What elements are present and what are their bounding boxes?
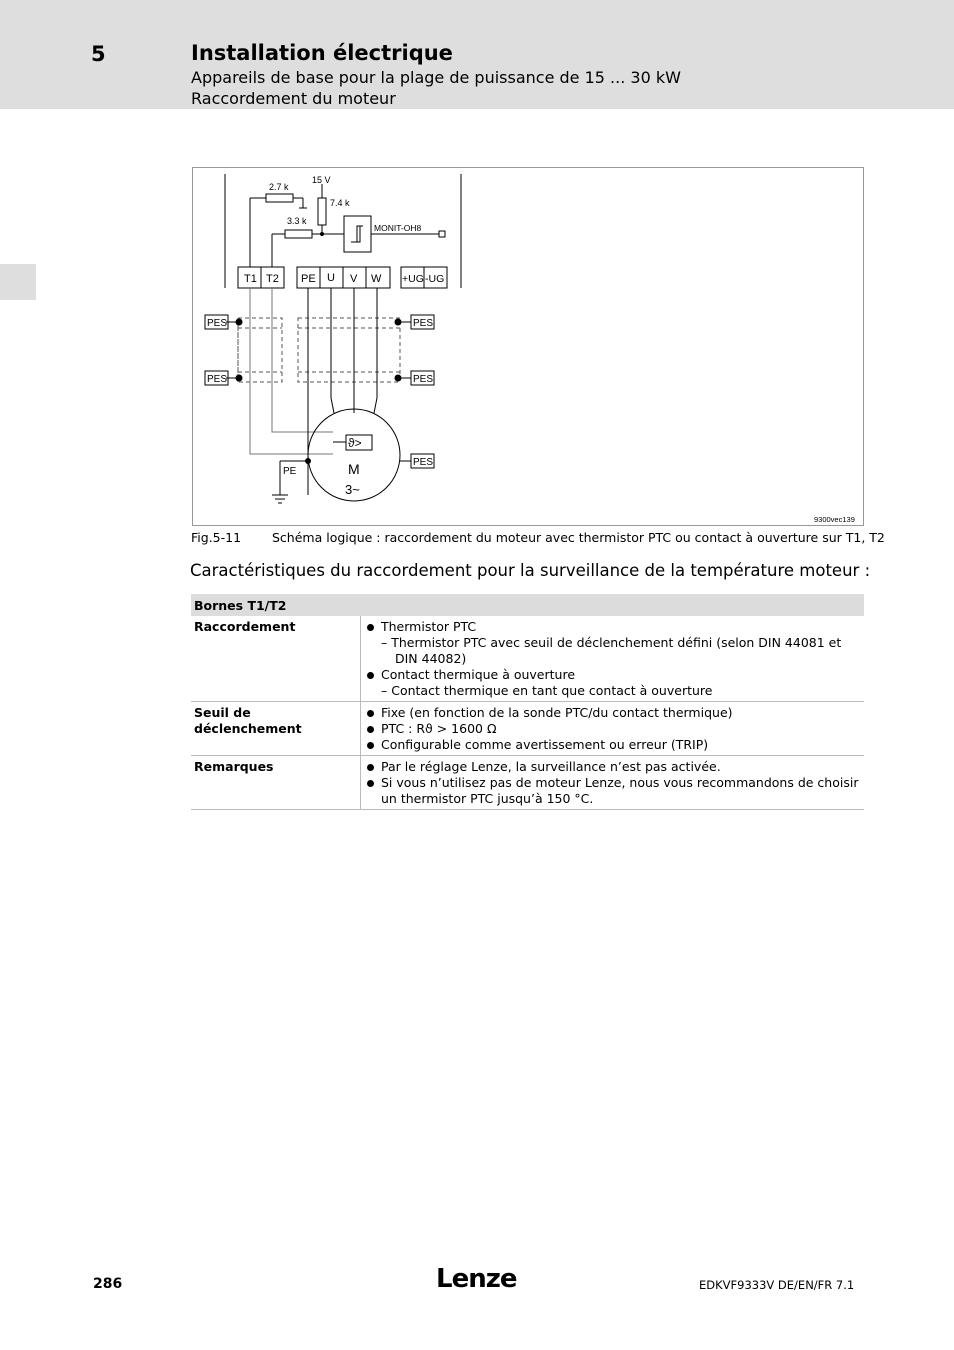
terminal-ug-plus: +UG: [402, 273, 424, 285]
label-monit-oh8: MONIT-OH8: [374, 223, 422, 233]
row-label: Remarques: [191, 756, 361, 810]
table-row: [191, 756, 864, 810]
sub-item-continuation: DIN 44082): [395, 651, 467, 666]
pes-clamp-dot: [236, 319, 243, 326]
pe-junction-dot: [305, 458, 311, 464]
terminal-u: U: [327, 272, 335, 284]
figure-caption-text: Schéma logique : raccordement du moteur avec thermistor PTC ou contact à ouverture sur T1, T2: [272, 530, 885, 545]
chapter-side-tab: [0, 264, 36, 300]
monit-oh8-output: [439, 231, 445, 237]
label-2-7k: 2.7 k: [269, 182, 289, 192]
pes-label: PES: [413, 374, 434, 385]
page-number: 286: [93, 1276, 123, 1292]
terminal-w: W: [371, 273, 382, 285]
junction-dot: [320, 232, 324, 236]
terminal-v: V: [350, 273, 358, 285]
motor-phase-label: 3~: [345, 482, 360, 497]
row-content: [361, 756, 865, 810]
terminal-t1: T1: [244, 273, 257, 285]
sub-item: – Contact thermique en tant que contact à ouverture: [381, 683, 713, 698]
pes-label: PES: [413, 457, 434, 468]
section-heading: Caractéristiques du raccordement pour la surveillance de la température moteur :: [190, 561, 871, 580]
bullet-item: Fixe (en fonction de la sonde PTC/du contact thermique): [365, 705, 861, 721]
spec-table: [191, 594, 864, 810]
row-label: Seuil de déclenchement: [191, 702, 361, 756]
subsection-subtitle: Raccordement du moteur: [191, 89, 396, 108]
terminal-t2: T2: [266, 273, 279, 285]
bullet-item: Thermistor PTC: [365, 619, 861, 635]
row-content: [361, 616, 865, 702]
label-3-3k: 3.3 k: [287, 216, 307, 226]
bullet-item: PTC : Rϑ > 1600 Ω: [365, 721, 861, 737]
pes-label: PES: [207, 318, 228, 329]
chapter-number: 5: [91, 42, 106, 66]
motor-m-label: M: [348, 461, 360, 477]
chapter-title: Installation électrique: [191, 41, 453, 65]
bullet-item: Configurable comme avertissement ou erreur (TRIP): [365, 737, 861, 753]
pes-clamp-dot: [395, 375, 402, 382]
terminal-pe: PE: [301, 273, 316, 285]
row-label: Raccordement: [191, 616, 361, 702]
bullet-item: Contact thermique à ouverture: [365, 667, 861, 683]
page-header: [0, 0, 954, 109]
figure-id: 9300vec139: [814, 515, 855, 524]
pes-clamp-dot: [395, 319, 402, 326]
table-header: Bornes T1/T2: [191, 594, 864, 616]
pes-label: PES: [413, 318, 434, 329]
wiring-diagram-svg: [193, 168, 865, 527]
resistor-3-3k: [285, 230, 312, 238]
figure-caption-number: Fig.5-11: [191, 530, 242, 545]
sub-item: – Thermistor PTC avec seuil de déclenchement défini (selon DIN 44081 et: [381, 635, 842, 650]
row-content: [361, 702, 865, 756]
table-header-row: [191, 594, 864, 616]
terminal-ug-minus: -UG: [425, 273, 445, 285]
bullet-item: Si vous n’utilisez pas de moteur Lenze, nous vous recommandons de choisir un thermistor PTC jusqu’à 150 °C.: [365, 775, 861, 807]
wiring-diagram: [192, 167, 864, 526]
pes-clamp-dot: [236, 375, 243, 382]
table-row: [191, 702, 864, 756]
bullet-item: Par le réglage Lenze, la surveillance n’est pas activée.: [365, 759, 861, 775]
lenze-logo: Lenze: [436, 1264, 517, 1294]
pe-ground-label: PE: [283, 466, 297, 477]
resistor-2-7k: [266, 194, 293, 202]
thermistor-label: ϑ>: [348, 436, 362, 450]
label-15v: 15 V: [312, 175, 331, 185]
section-subtitle: Appareils de base pour la plage de puissance de 15 ... 30 kW: [191, 68, 681, 87]
pes-label: PES: [207, 374, 228, 385]
resistor-7-4k: [318, 198, 326, 225]
label-7-4k: 7.4 k: [330, 198, 350, 208]
table-row: [191, 616, 864, 702]
document-reference: EDKVF9333V DE/EN/FR 7.1: [699, 1278, 855, 1292]
